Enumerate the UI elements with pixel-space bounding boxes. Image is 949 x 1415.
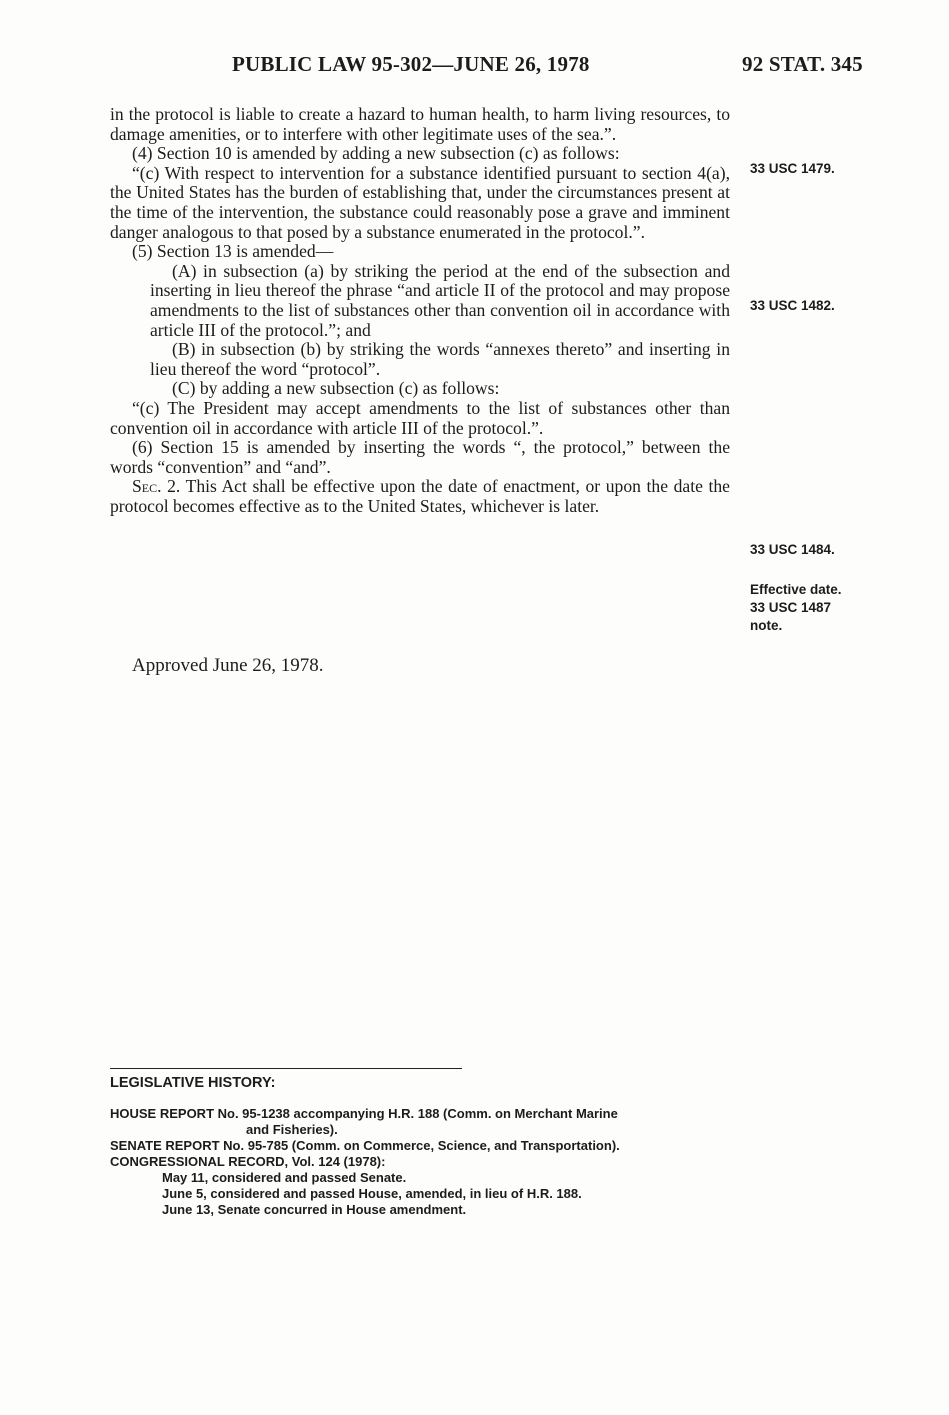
margin-note-effective-date-label: Effective date.	[750, 582, 842, 597]
subparagraph-A: (A) in subsection (a) by striking the period at the end of the subsection and inserting in lieu thereof the phrase “and article II of the protocol and may propose amendments to the list of substances other than convention oil in accordance with article III of the protocol.”; and	[150, 260, 730, 340]
approval-line: Approved June 26, 1978.	[132, 655, 324, 676]
house-report-cont: and Fisheries).	[246, 1122, 338, 1137]
legislative-history-rule	[110, 1068, 462, 1069]
record-entry: June 5, considered and passed House, amended, in lieu of H.R. 188.	[162, 1186, 582, 1201]
margin-note-1482: 33 USC 1482.	[750, 298, 835, 313]
margin-note-1479: 33 USC 1479.	[750, 161, 835, 176]
congressional-record: CONGRESSIONAL RECORD, Vol. 124 (1978):	[110, 1154, 386, 1169]
house-report: HOUSE REPORT No. 95-1238 accompanying H.R. 188 (Comm. on Merchant Marine	[110, 1106, 618, 1121]
record-entry: May 11, considered and passed Senate.	[162, 1170, 407, 1185]
quoted-subsection-c-sec10: “(c) With respect to intervention for a substance identified pursuant to section 4(a), the United States has the burden of establishing that, under the circumstances present at the time of the intervention, the substance could reasonably pose a grave and imminent danger analogous to that posed by a substance enumerated in the protocol.”.	[110, 162, 730, 242]
paragraph-6: (6) Section 15 is amended by inserting the words “, the protocol,” between the words “convention” and “and”.	[110, 437, 730, 477]
subparagraph-C: (C) by adding a new subsection (c) as follows:	[172, 378, 500, 399]
record-entry: June 13, Senate concurred in House amendment.	[162, 1202, 467, 1217]
section-2	[110, 477, 730, 516]
main-text	[110, 105, 730, 516]
paragraph-4: (4) Section 10 is amended by adding a new subsection (c) as follows:	[132, 143, 620, 164]
margin-note-1487: 33 USC 1487	[750, 600, 832, 615]
legislative-history-heading: LEGISLATIVE HISTORY:	[110, 1075, 276, 1091]
senate-report: SENATE REPORT No. 95-785 (Comm. on Commerce, Science, and Transportation).	[110, 1138, 620, 1153]
margin-note-note: note.	[750, 618, 783, 633]
margin-note-1484: 33 USC 1484.	[750, 542, 835, 557]
legislative-history-body	[110, 1106, 732, 1218]
margin-note-effective-date	[750, 581, 842, 635]
section-2-label: Sec. 2.	[132, 476, 181, 497]
quoted-subsection-c-sec13: “(c) The President may accept amendments to the list of substances other than convention oil in accordance with article III of the protocol.”.	[110, 397, 730, 438]
section-2-text: This Act shall be effective upon the date of enactment, or upon the date the protocol becomes effective as to the United States, whichever is later.	[110, 476, 730, 516]
paragraph-continuation: in the protocol is liable to create a hazard to human health, to harm living resources, to damage amenities, or to interfere with other legitimate uses of the sea.”.	[110, 104, 730, 144]
subparagraph-B: (B) in subsection (b) by striking the words “annexes thereto” and inserting in lieu thereof the word “protocol”.	[150, 339, 730, 379]
page-citation: 92 STAT. 345	[742, 52, 863, 76]
paragraph-5: (5) Section 13 is amended—	[132, 241, 334, 262]
running-header-title: PUBLIC LAW 95-302—JUNE 26, 1978	[232, 52, 590, 76]
